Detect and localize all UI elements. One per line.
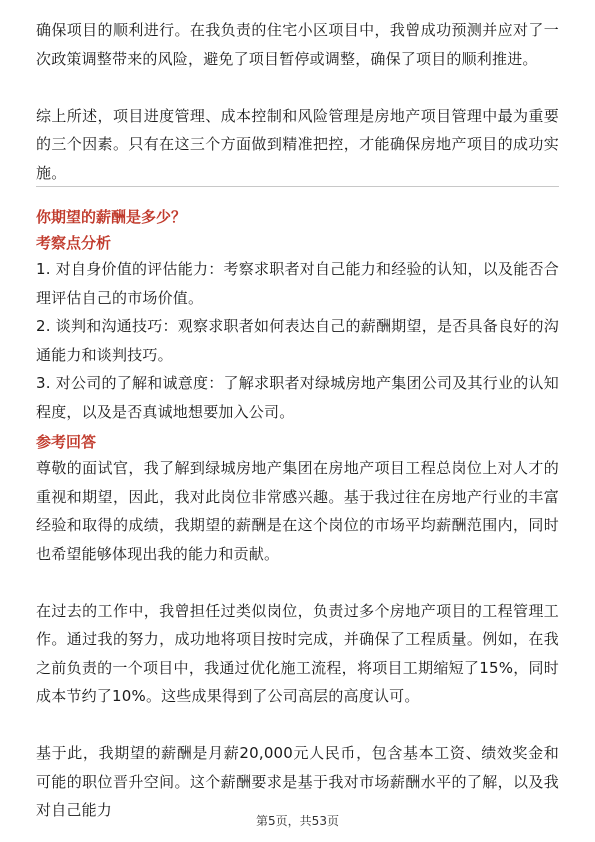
answer-paragraph-3: 基于此，我期望的薪酬是月薪20,000元人民币，包含基本工资、绩效奖金和可能的职位晋升空间。这个薪酬要求是基于我对市场薪酬水平的了解，以及我对自己能力 (36, 744, 559, 819)
intro-paragraph-2: 综上所述，项目进度管理、成本控制和风险管理是房地产项目管理中最为重要的三个因素。只有在这三个方面做到精准把控，才能确保房地产项目的成功实施。 (36, 106, 559, 182)
question-title: 你期望的薪酬是多少？ (36, 208, 187, 226)
analysis-title: 考察点分析 (36, 234, 112, 252)
section-divider (36, 186, 559, 187)
document-page (36, 0, 559, 825)
answer-paragraph-1: 尊敬的面试官，我了解到绿城房地产集团在房地产项目工程总岗位上对人才的重视和期望，因此，我对此岗位非常感兴趣。基于我过往在房地产行业的丰富经验和取得的成绩，我期望的薪酬是在这个岗位的市场平均薪酬范围内，同时也希望能够体现出我的能力和贡献。 (36, 459, 559, 563)
answer-title: 参考回答 (36, 433, 97, 451)
analysis-point-2: 2. 谈判和沟通技巧：观察求职者如何表达自己的薪酬期望，是否具备良好的沟通能力和谈判技巧。 (36, 317, 559, 364)
analysis-point-3: 3. 对公司的了解和诚意度：了解求职者对绿城房地产集团公司及其行业的认知程度，以及是否真诚地想要加入公司。 (36, 374, 559, 421)
page-number: 第5页，共53页 (256, 814, 339, 828)
answer-paragraph-2: 在过去的工作中，我曾担任过类似岗位，负责过多个房地产项目的工程管理工作。通过我的努力，成功地将项目按时完成，并确保了工程质量。例如，在我之前负责的一个项目中，我通过优化施工流程，将项目工期缩短了15%，同时成本节约了10%。这些成果得到了公司高层的高度认可。 (36, 601, 559, 705)
analysis-point-1: 1. 对自身价值的评估能力：考察求职者对自己能力和经验的认知，以及能否合理评估自己的市场价值。 (36, 260, 559, 307)
intro-paragraph-1: 确保项目的顺利进行。在我负责的住宅小区项目中，我曾成功预测并应对了一次政策调整带来的风险，避免了项目暂停或调整，确保了项目的顺利推进。 (36, 21, 559, 68)
